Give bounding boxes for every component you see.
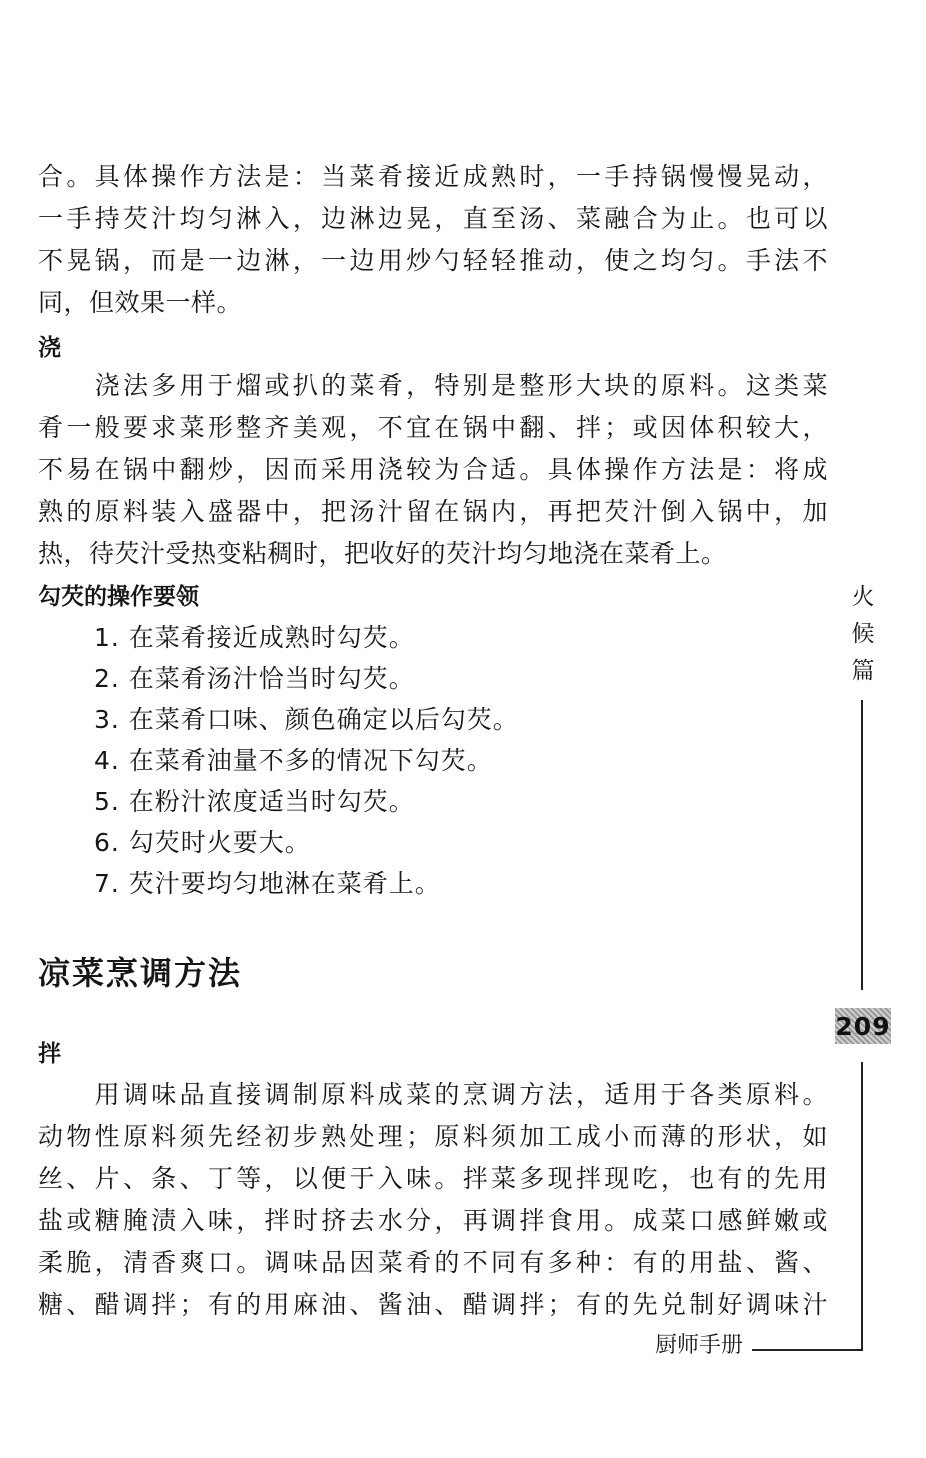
paragraph-line: 用调味品直接调制原料成菜的烹调方法，适用于各类原料。 (38, 1080, 828, 1109)
paragraph-line: 盐或糖腌渍入味，拌时挤去水分，再调拌食用。成菜口感鲜嫩或 (38, 1206, 828, 1235)
paragraph-line: 不晃锅，而是一边淋，一边用炒勺轻轻推动，使之均匀。手法不 (38, 246, 828, 275)
paragraph-line: 熟的原料装入盛器中，把汤汁留在锅内，再把芡汁倒入锅中，加 (38, 497, 828, 526)
side-tab-char: 火 (851, 584, 875, 610)
list-item: 5. 在粉汁浓度适当时勾芡。 (94, 787, 415, 816)
list-item: 6. 勾芡时火要大。 (94, 828, 311, 857)
paragraph-line: 柔脆，清香爽口。调味品因菜肴的不同有多种：有的用盐、酱、 (38, 1248, 828, 1277)
subheading-essentials: 勾芡的操作要领 (38, 584, 199, 610)
footer-book-title: 厨师手册 (655, 1333, 744, 1358)
subheading-jiao: 浇 (38, 335, 61, 361)
paragraph-line: 一手持芡汁均匀淋入，边淋边晃，直至汤、菜融合为止。也可以 (38, 204, 828, 233)
paragraph-line: 肴一般要求菜形整齐美观，不宜在锅中翻、拌；或因体积较大， (38, 413, 828, 442)
subheading-ban: 拌 (38, 1041, 61, 1067)
paragraph-line: 动物性原料须先经初步熟处理；原料须加工成小而薄的形状，如 (38, 1122, 828, 1151)
paragraph-line: 合。具体操作方法是：当菜肴接近成熟时，一手持锅慢慢晃动， (38, 162, 828, 191)
list-item: 4. 在菜肴油量不多的情况下勾芡。 (94, 746, 493, 775)
page-number: 209 (835, 1011, 891, 1041)
paragraph-line: 同，但效果一样。 (38, 288, 243, 317)
paragraph-line: 不易在锅中翻炒，因而采用浇较为合适。具体操作方法是：将成 (38, 455, 828, 484)
list-item: 1. 在菜肴接近成熟时勾芡。 (94, 623, 415, 652)
page-number-badge (835, 1008, 891, 1044)
footer-rule (752, 1349, 863, 1351)
paragraph-line: 糖、醋调拌；有的用麻油、酱油、醋调拌；有的先兑制好调味汁 (38, 1290, 828, 1319)
side-tab-char: 篇 (851, 658, 875, 684)
paragraph-line: 热，待芡汁受热变粘稠时，把收好的芡汁均匀地浇在菜肴上。 (38, 539, 727, 568)
paragraph-line: 浇法多用于熘或扒的菜肴，特别是整形大块的原料。这类菜 (38, 371, 828, 400)
margin-rule-upper (861, 700, 863, 990)
side-tab-char: 候 (851, 621, 875, 647)
list-item: 7. 芡汁要均匀地淋在菜肴上。 (94, 869, 441, 898)
list-item: 2. 在菜肴汤汁恰当时勾芡。 (94, 664, 415, 693)
margin-rule-lower (861, 1062, 863, 1351)
paragraph-line: 丝、片、条、丁等，以便于入味。拌菜多现拌现吃，也有的先用 (38, 1164, 828, 1193)
list-item: 3. 在菜肴口味、颜色确定以后勾芡。 (94, 705, 519, 734)
section-title: 凉菜烹调方法 (38, 954, 243, 992)
